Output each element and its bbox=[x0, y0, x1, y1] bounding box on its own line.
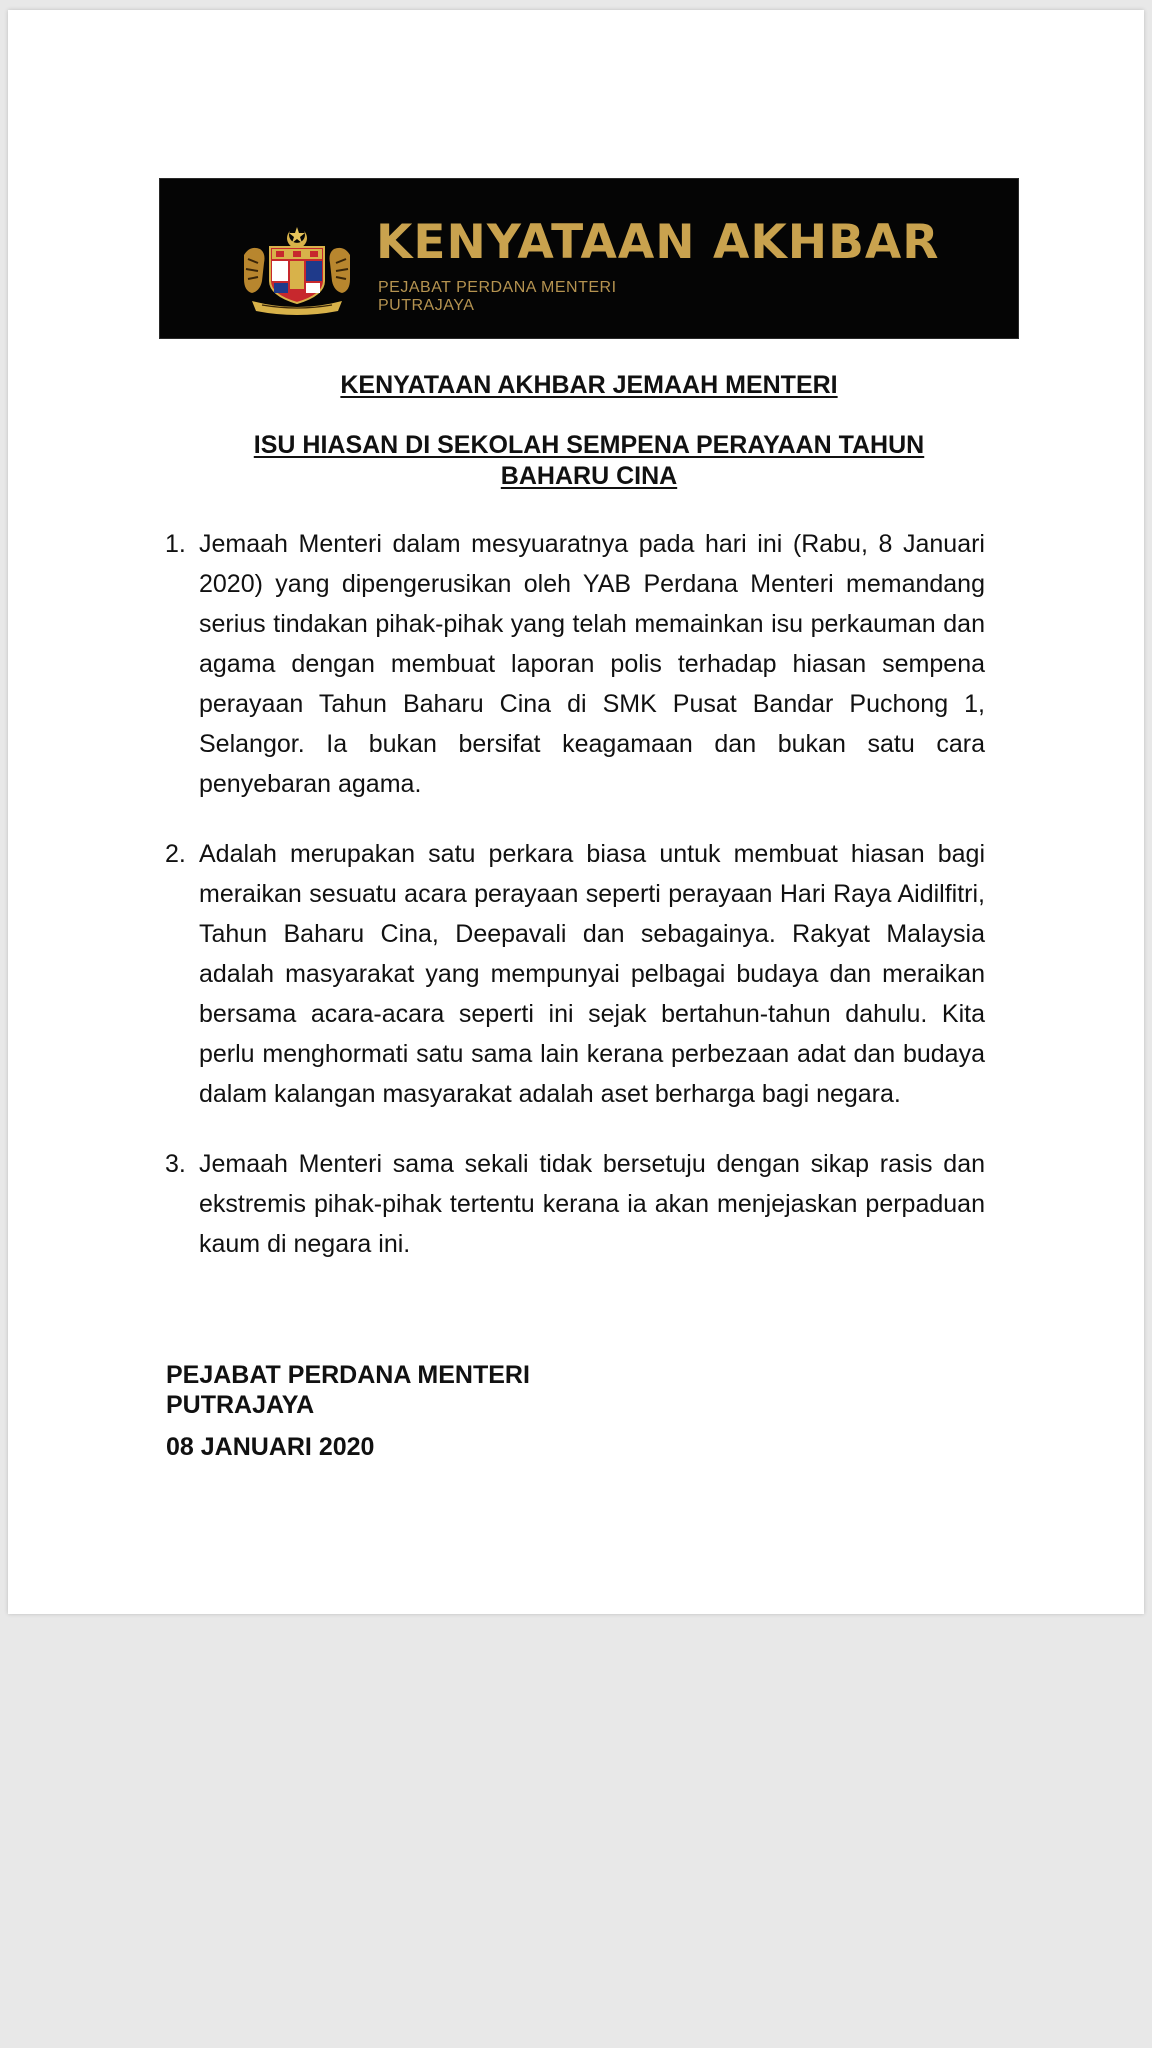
statement-subject-line2: BAHARU CINA bbox=[500, 462, 678, 490]
paragraph-number: 2. bbox=[165, 840, 186, 868]
paragraph-text: Jemaah Menteri sama sekali tidak bersetuju dengan sikap rasis dan ekstremis pihak-pihak tertentu kerana ia akan menjejaskan perpaduan kaum di negara ini. bbox=[199, 1150, 985, 1258]
document-page bbox=[8, 10, 1144, 1614]
malaysia-coat-of-arms-icon bbox=[238, 225, 356, 315]
statement-subject-line1: ISU HIASAN DI SEKOLAH SEMPENA PERAYAAN TAHUN bbox=[253, 431, 925, 459]
banner-subtitle bbox=[378, 279, 617, 315]
signature-office: PEJABAT PERDANA MENTERI bbox=[166, 1361, 530, 1389]
signature-block bbox=[166, 1360, 530, 1462]
paragraph-text: Adalah merupakan satu perkara biasa untuk membuat hiasan bagi meraikan sesuatu acara perayaan seperti perayaan Hari Raya Aidilfitri, Tahun Baharu Cina, Deepavali dan sebagainya. Rakyat Malaysia adalah masyarakat yang mempunyai pelbagai budaya dan meraikan bersama acara-acara seperti ini sejak bertahun-tahun dahulu. Kita perlu menghormati satu sama lain kerana perbezaan adat dan budaya dalam kalangan masyarakat adalah aset berharga bagi negara. bbox=[199, 840, 985, 1108]
signature-city: PUTRAJAYA bbox=[166, 1391, 315, 1419]
banner-subtitle-city: PUTRAJAYA bbox=[378, 297, 475, 314]
banner-subtitle-office: PEJABAT PERDANA MENTERI bbox=[378, 279, 617, 296]
paragraph-text: Jemaah Menteri dalam mesyuaratnya pada hari ini (Rabu, 8 Januari 2020) yang dipengerusikan oleh YAB Perdana Menteri memandang serius tindakan pihak-pihak yang telah memainkan isu perkauman dan agama dengan membuat laporan polis terhadap hiasan sempena perayaan Tahun Baharu Cina di SMK Pusat Bandar Puchong 1, Selangor. Ia bukan bersifat keagamaan dan bukan satu cara penyebaran agama. bbox=[199, 530, 985, 798]
press-release-banner bbox=[159, 178, 1019, 339]
statement-title: KENYATAAN AKHBAR JEMAAH MENTERI bbox=[340, 371, 838, 399]
paragraph-1 bbox=[159, 524, 985, 804]
paragraph-3 bbox=[159, 1144, 985, 1264]
signature-date: 08 JANUARI 2020 bbox=[166, 1433, 375, 1461]
paragraph-number: 3. bbox=[165, 1150, 186, 1178]
banner-title: KENYATAAN AKHBAR bbox=[376, 215, 940, 270]
statement-subject bbox=[159, 430, 1019, 492]
paragraph-2 bbox=[159, 834, 985, 1114]
statement-paragraphs bbox=[159, 524, 985, 1294]
paragraph-number: 1. bbox=[165, 530, 186, 558]
